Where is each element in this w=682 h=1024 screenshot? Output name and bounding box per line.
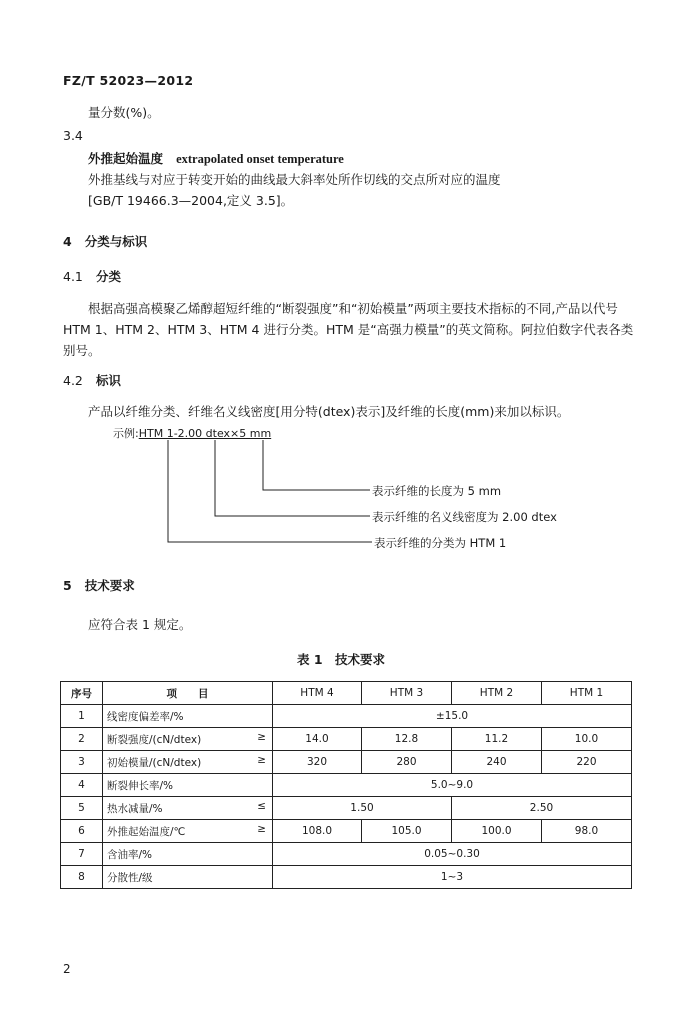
table-row xyxy=(61,774,632,797)
table-row xyxy=(61,866,632,889)
example-label-length: 表示纤维的长度为 5 mm xyxy=(372,484,502,498)
row-value: 1~3 xyxy=(273,866,632,889)
section-4-2-title: 标识 xyxy=(95,373,121,388)
row-value: 240 xyxy=(452,751,542,774)
comparison-symbol: ≥ xyxy=(257,754,266,766)
comparison-symbol: ≥ xyxy=(257,823,266,835)
row-value: ±15.0 xyxy=(273,705,632,728)
table-row xyxy=(61,705,632,728)
comparison-symbol: ≤ xyxy=(257,800,266,812)
row-no: 7 xyxy=(61,843,103,866)
table-row xyxy=(61,728,632,751)
section-5-text: 应符合表 1 规定。 xyxy=(88,617,192,632)
row-item xyxy=(103,705,273,728)
section-4-1-number: 4.1 xyxy=(63,269,83,284)
table-row xyxy=(61,843,632,866)
row-item xyxy=(103,843,273,866)
row-item-label: 分散性/级 xyxy=(107,871,153,884)
row-item xyxy=(103,797,273,820)
row-value: 280 xyxy=(362,751,452,774)
row-value: 100.0 xyxy=(452,820,542,843)
header-no: 序号 xyxy=(61,682,103,705)
header-item: 项 目 xyxy=(103,682,273,705)
header-grade-htm4: HTM 4 xyxy=(273,682,362,705)
row-value: 1.50 xyxy=(273,797,452,820)
section-5-heading xyxy=(63,577,135,595)
section-4-title: 分类与标识 xyxy=(84,234,148,249)
row-item-label: 断裂伸长率/% xyxy=(107,779,174,792)
row-value: 0.05~0.30 xyxy=(273,843,632,866)
row-item xyxy=(103,728,273,751)
row-item-label: 初始模量/(cN/dtex) xyxy=(107,756,202,769)
row-item xyxy=(103,774,273,797)
table-row xyxy=(61,820,632,843)
section-3-4-number: 3.4 xyxy=(63,128,83,143)
row-no: 5 xyxy=(61,797,103,820)
section-5-number: 5 xyxy=(63,578,72,593)
table-row xyxy=(61,751,632,774)
example-code: HTM 1-2.00 dtex×5 mm xyxy=(138,427,272,440)
example-prefix: 示例: xyxy=(113,427,139,440)
row-item-label: 含油率/% xyxy=(107,848,153,861)
example-label-density: 表示纤维的名义线密度为 2.00 dtex xyxy=(372,510,557,524)
row-value: 220 xyxy=(542,751,632,774)
row-value: 14.0 xyxy=(273,728,362,751)
row-no: 8 xyxy=(61,866,103,889)
term-en: extrapolated onset temperature xyxy=(176,152,344,166)
example-label-class: 表示纤维的分类为 HTM 1 xyxy=(374,536,507,550)
section-3-4-definition: 外推基线与对应于转变开始的曲线最大斜率处所作切线的交点所对应的温度 xyxy=(88,172,501,187)
table-1-caption: 表 1 技术要求 xyxy=(296,652,386,667)
table-1 xyxy=(60,681,632,889)
table-row xyxy=(61,797,632,820)
section-4-1-text: 根据高强高模聚乙烯醇超短纤维的“断裂强度”和“初始模量”两项主要技术指标的不同,产品以代号 HTM 1、HTM 2、HTM 3、HTM 4 进行分类。HTM 是“高强力模量”的英文简称。阿拉伯数字代表各类别号。 xyxy=(63,301,634,358)
row-value: 105.0 xyxy=(362,820,452,843)
row-no: 3 xyxy=(61,751,103,774)
section-5-title: 技术要求 xyxy=(84,578,135,593)
row-value: 108.0 xyxy=(273,820,362,843)
row-no: 6 xyxy=(61,820,103,843)
term-cn: 外推起始温度 xyxy=(88,151,164,166)
row-value: 11.2 xyxy=(452,728,542,751)
standard-number: FZ/T 52023—2012 xyxy=(63,73,194,88)
row-value: 320 xyxy=(273,751,362,774)
row-item xyxy=(103,820,273,843)
row-value: 12.8 xyxy=(362,728,452,751)
row-item-label: 热水减量/% xyxy=(107,802,163,815)
row-no: 4 xyxy=(61,774,103,797)
row-item-label: 外推起始温度/℃ xyxy=(107,825,186,838)
section-4-2-text: 产品以纤维分类、纤维名义线密度[用分特(dtex)表示]及纤维的长度(mm)来加以标识。 xyxy=(88,404,570,419)
row-item-label: 断裂强度/(cN/dtex) xyxy=(107,733,202,746)
row-item xyxy=(103,866,273,889)
row-item-label: 线密度偏差率/% xyxy=(107,710,184,723)
header-grade-htm1: HTM 1 xyxy=(542,682,632,705)
section-4-1-title: 分类 xyxy=(95,269,121,284)
page-number: 2 xyxy=(63,962,71,976)
row-value: 10.0 xyxy=(542,728,632,751)
section-3-4-reference: [GB/T 19466.3—2004,定义 3.5]。 xyxy=(88,193,294,208)
header-grade-htm2: HTM 2 xyxy=(452,682,542,705)
row-value: 2.50 xyxy=(452,797,632,820)
row-no: 1 xyxy=(61,705,103,728)
row-item xyxy=(103,751,273,774)
comparison-symbol: ≥ xyxy=(257,731,266,743)
row-value: 5.0~9.0 xyxy=(273,774,632,797)
header-grade-htm3: HTM 3 xyxy=(362,682,452,705)
section-4-2-number: 4.2 xyxy=(63,373,83,388)
row-value: 98.0 xyxy=(542,820,632,843)
section-3-3-tail: 量分数(%)。 xyxy=(88,105,160,120)
row-no: 2 xyxy=(61,728,103,751)
section-4-number: 4 xyxy=(63,234,72,249)
table-header-row xyxy=(61,682,632,705)
